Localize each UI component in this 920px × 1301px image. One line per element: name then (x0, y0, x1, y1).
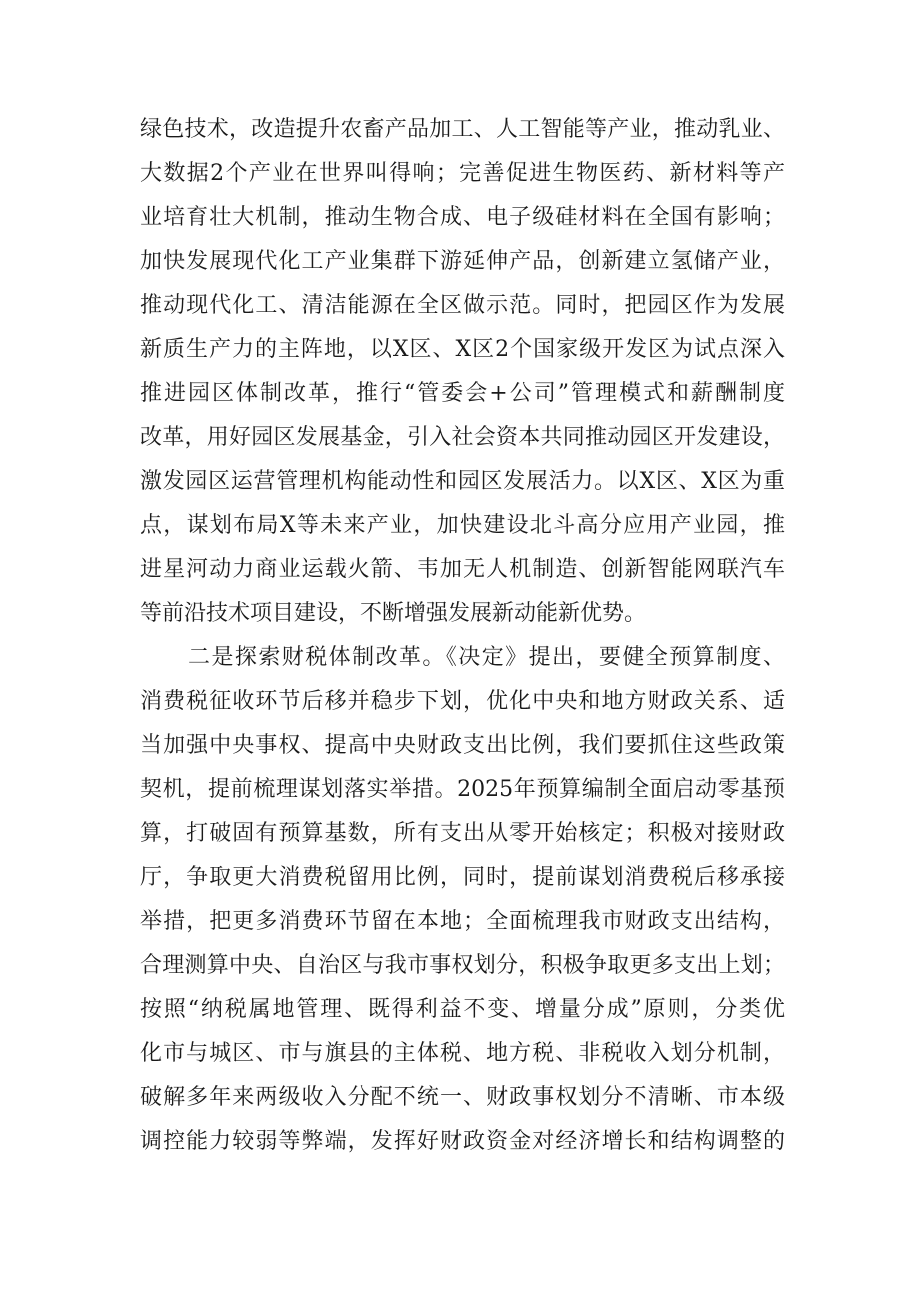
paragraph-1-line: 推动现代化工、清洁能源在全区做示范。同时，把园区作为发展 (140, 293, 785, 318)
paragraph-2-line: 举措，把更多消费环节留在本地；全面梳理我市财政支出结构， (140, 909, 785, 934)
paragraph-1-line: 改革，用好园区发展基金，引入社会资本共同推动园区开发建设， (140, 425, 785, 450)
paragraph-2-line: 调控能力较弱等弊端，发挥好财政资金对经济增长和结构调整的 (140, 1129, 785, 1154)
paragraph-1-line: 进星河动力商业运载火箭、韦加无人机制造、创新智能网联汽车 (140, 557, 785, 582)
paragraph-1-line: 绿色技术，改造提升农畜产品加工、人工智能等产业，推动乳业、 (140, 117, 785, 142)
paragraph-2-line: 当加强中央事权、提高中央财政支出比例，我们要抓住这些政策 (140, 733, 785, 758)
paragraph-2-line: 厅，争取更大消费税留用比例，同时，提前谋划消费税后移承接 (140, 865, 785, 890)
paragraph-2-line: 合理测算中央、自治区与我市事权划分，积极争取更多支出上划； (140, 953, 785, 978)
paragraph-2-line: 破解多年来两级收入分配不统一、财政事权划分不清晰、市本级 (140, 1085, 785, 1110)
paragraph-1-line: 加快发展现代化工产业集群下游延伸产品，创新建立氢储产业， (140, 249, 785, 274)
paragraph-1-line: 推进园区体制改革，推行“管委会+公司”管理模式和薪酬制度 (140, 381, 785, 406)
paragraph-1-line: 大数据2个产业在世界叫得响；完善促进生物医药、新材料等产 (140, 161, 785, 186)
paragraph-2-line: 二是探索财税体制改革。《决定》提出，要健全预算制度、 (188, 645, 785, 670)
paragraph-2-line: 契机，提前梳理谋划落实举措。2025年预算编制全面启动零基预 (140, 777, 785, 802)
paragraph-1-line: 激发园区运营管理机构能动性和园区发展活力。以X区、X区为重 (140, 469, 785, 494)
paragraph-2-line: 消费税征收环节后移并稳步下划，优化中央和地方财政关系、适 (140, 689, 785, 714)
paragraph-2-line: 按照“纳税属地管理、既得利益不变、增量分成”原则，分类优 (140, 997, 785, 1022)
paragraph-1-line: 业培育壮大机制，推动生物合成、电子级硅材料在全国有影响； (140, 205, 785, 230)
paragraph-2-line: 算，打破固有预算基数，所有支出从零开始核定；积极对接财政 (140, 821, 785, 846)
paragraph-1-line: 点，谋划布局X等未来产业，加快建设北斗高分应用产业园，推 (140, 513, 785, 538)
paragraph-1-line: 新质生产力的主阵地，以X区、X区2个国家级开发区为试点深入 (140, 337, 785, 362)
paragraph-1-line: 等前沿技术项目建设，不断增强发展新动能新优势。 (140, 601, 647, 626)
paragraph-2-line: 化市与城区、市与旗县的主体税、地方税、非税收入划分机制， (140, 1041, 785, 1066)
